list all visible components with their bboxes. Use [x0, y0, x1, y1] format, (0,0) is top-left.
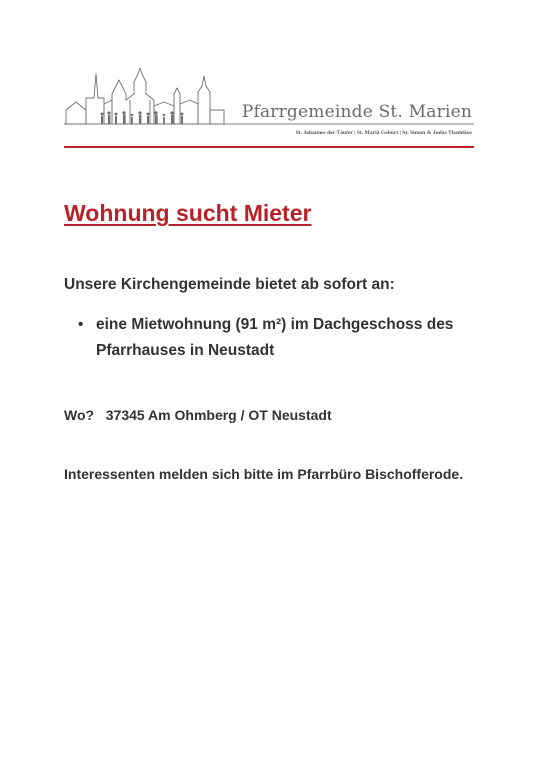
header-divider — [64, 146, 474, 148]
notice-headline: Wohnung sucht Mieter — [64, 200, 312, 226]
location-label: Wo? — [64, 407, 95, 423]
church-skyline-icon — [64, 64, 474, 134]
organization-name: Pfarrgemeinde St. Marien — [241, 102, 472, 122]
contact-line: Interessenten melden sich bitte im Pfarrbüro Bischofferode. — [64, 466, 464, 482]
list-item — [64, 312, 484, 364]
offer-list — [64, 312, 484, 364]
notice-intro: Unsere Kirchengemeinde bietet ab sofort an: — [64, 276, 395, 293]
location-line — [64, 407, 332, 423]
location-value: 37345 Am Ohmberg / OT Neustadt — [105, 407, 332, 423]
parish-list: St. Johannes der Täufer | St. Mariä Geburt | St. Simon & Judas Thaddäus — [295, 130, 472, 136]
letterhead — [64, 64, 474, 154]
bullet-icon: • — [78, 316, 84, 333]
offer-text: eine Mietwohnung (91 m²) im Dachgeschoss des Pfarrhauses in Neustadt — [96, 316, 454, 359]
